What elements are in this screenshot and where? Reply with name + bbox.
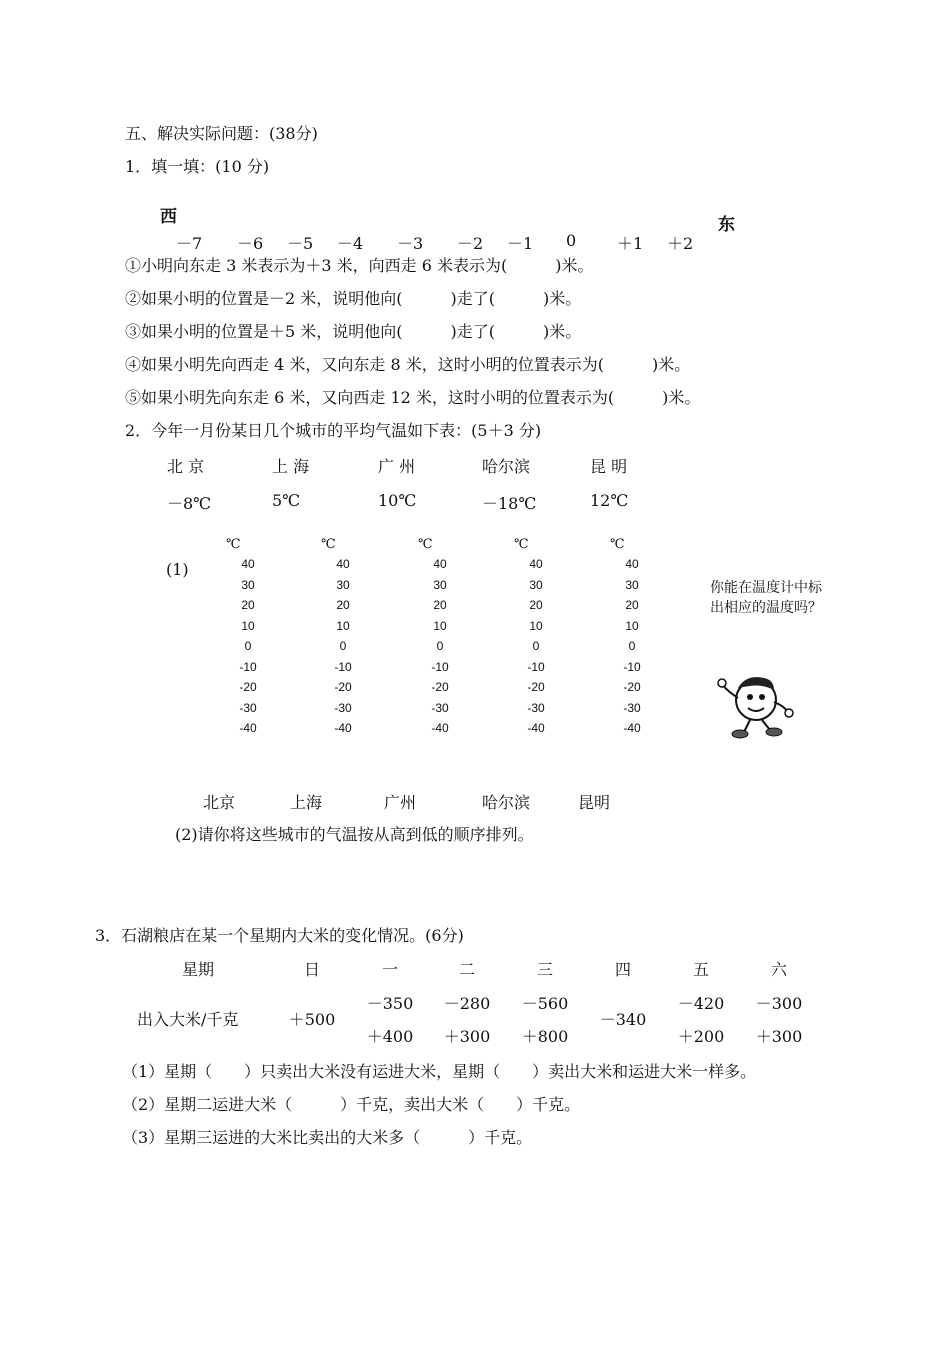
cartoon-character-illustration [714,670,804,742]
city-temp: 12℃ [590,491,629,510]
thermometer-scale-tick: 20 [625,598,639,612]
thermometer-scale-tick: -30 [239,701,257,715]
thermometer-scale-tick: 30 [433,578,447,592]
q3-title: 3．石湖粮店在某一个星期内大米的变化情况。(6分) [95,926,464,945]
numberline-tick: －1 [507,234,534,253]
city-name: 昆 明 [590,457,628,476]
numberline-tick: 0 [566,231,577,250]
thermometer-scale-tick: 20 [529,598,543,612]
thermometer-scale-tick: -40 [431,721,449,735]
thermometer-scale-tick: -40 [623,721,641,735]
day-header: 六 [770,960,787,979]
q1-item: ⑤如果小明先向东走 6 米，又向西走 12 米，这时小明的位置表示为( )米。 [125,388,701,407]
thermometer-scale-tick: -30 [334,701,352,715]
thermometer-scale-tick: 0 [628,639,636,653]
thermometer-scale-tick: 0 [436,639,444,653]
thermo-city-label: 哈尔滨 [482,793,531,812]
thermometer-scale-tick: -10 [623,660,641,674]
city-name: 北 京 [167,457,205,476]
thermometer-scale-tick: -20 [527,680,545,694]
thermometer-unit: ℃ [418,537,433,552]
thermometer-scale-tick: -20 [334,680,352,694]
table-header-label: 星期 [181,960,214,979]
thermometer-scale-tick: 0 [532,639,540,653]
table-cell: －340 [599,1010,647,1029]
thermometer-scale-tick: -20 [239,680,257,694]
day-header: 五 [692,960,709,979]
thermometer-scale-tick: 40 [241,557,255,571]
hint-line-2: 出相应的温度吗？ [710,600,822,616]
thermometer-scale-tick: 40 [529,557,543,571]
thermometer-scale-tick: -40 [239,721,257,735]
q3-item: （2）星期二运进大米（ ）千克，卖出大米（ ）千克。 [122,1095,581,1114]
thermometer-scale-tick: -10 [527,660,545,674]
thermometer-scale-tick: -10 [431,660,449,674]
thermometer-unit: ℃ [321,537,336,552]
q2-title: 2．今年一月份某日几个城市的平均气温如下表：(5＋3 分) [125,421,542,440]
day-header: 二 [458,960,475,979]
thermometer-scale-tick: 20 [433,598,447,612]
thermometer-scale-tick: -30 [527,701,545,715]
day-header: 一 [381,960,398,979]
thermometer-scale-tick: -20 [431,680,449,694]
city-temp: 5℃ [272,491,301,510]
thermometer-scale-tick: 10 [336,619,350,633]
thermometer-scale-tick: -20 [623,680,641,694]
table-cell: ＋400 [366,1027,414,1046]
city-name: 广 州 [378,457,416,476]
thermometer-scale-tick: -40 [334,721,352,735]
thermometer-scale-tick: 20 [241,598,255,612]
thermometer-unit: ℃ [514,537,529,552]
q2-part2: (2)请你将这些城市的气温按从高到低的顺序排列。 [175,825,534,844]
table-cell: ＋200 [677,1027,725,1046]
thermometer-scale-tick: 20 [336,598,350,612]
thermometer-scale-tick: -40 [527,721,545,735]
city-name: 上 海 [272,457,310,476]
table-cell: －350 [366,994,414,1013]
numberline-tick: ＋2 [667,234,694,253]
city-name: 哈尔滨 [482,457,531,476]
q1-item: ③如果小明的位置是＋5 米，说明他向( )走了( )米。 [125,322,582,341]
thermometer-unit: ℃ [226,537,241,552]
thermometer-scale-tick: -10 [239,660,257,674]
table-cell: －420 [677,994,725,1013]
city-temp: －18℃ [482,494,537,513]
city-temp: －8℃ [167,494,212,513]
thermometer-scale-tick: 40 [336,557,350,571]
hint-line-1: 你能在温度计中标 [710,580,822,596]
q1-item: ①小明向东走 3 米表示为＋3 米，向西走 6 米表示为( )米。 [125,256,594,275]
thermometer-scale-tick: 10 [433,619,447,633]
numberline-tick: －6 [237,234,264,253]
table-cell: －560 [521,994,569,1013]
part1-label: (1) [166,560,189,579]
q3-item: （3）星期三运进的大米比卖出的大米多（ ）千克。 [122,1128,533,1147]
q3-item: （1）星期（ ）只卖出大米没有运进大米，星期（ ）卖出大米和运进大米一样多。 [122,1062,757,1081]
thermometer-scale-tick: 10 [625,619,639,633]
row-label: 出入大米/千克 [137,1010,239,1029]
thermometer-scale-tick: -10 [334,660,352,674]
q1-item: ②如果小明的位置是－2 米，说明他向( )走了( )米。 [125,289,582,308]
thermometer-scale-tick: 30 [336,578,350,592]
thermo-city-label: 广州 [384,793,417,812]
day-header: 三 [536,960,553,979]
table-cell: －300 [755,994,803,1013]
numberline-tick: －4 [337,234,364,253]
section-title: 五、解决实际问题：(38分) [125,124,318,143]
table-cell: －280 [443,994,491,1013]
thermometer-scale-tick: 40 [433,557,447,571]
table-cell: ＋300 [443,1027,491,1046]
thermometer-scale-tick: 0 [244,639,252,653]
thermometer-unit: ℃ [610,537,625,552]
numberline-tick: －7 [176,234,203,253]
thermo-city-label: 北京 [203,793,236,812]
thermometer-scale-tick: -30 [431,701,449,715]
q1-title: 1．填一填：(10 分) [125,157,270,176]
thermo-city-label: 昆明 [578,793,611,812]
city-temp: 10℃ [378,491,417,510]
numberline-tick: －3 [397,234,424,253]
thermometer-scale-tick: 30 [625,578,639,592]
numberline-tick: －5 [287,234,314,253]
thermometer-scale-tick: 30 [529,578,543,592]
q1-item: ④如果小明先向西走 4 米，又向东走 8 米，这时小明的位置表示为( )米。 [125,355,691,374]
east-label: 东 [718,215,735,235]
table-cell: ＋300 [755,1027,803,1046]
table-cell: ＋500 [288,1010,336,1029]
thermometer-scale-tick: 30 [241,578,255,592]
thermometer-scale-tick: 40 [625,557,639,571]
day-header: 日 [303,960,320,979]
numberline-tick: －2 [457,234,484,253]
numberline-tick: ＋1 [617,234,644,253]
thermometer-scale-tick: 10 [529,619,543,633]
thermo-city-label: 上海 [290,793,323,812]
thermometer-scale-tick: 10 [241,619,255,633]
table-cell: ＋800 [521,1027,569,1046]
thermometer-scale-tick: -30 [623,701,641,715]
west-label: 西 [160,207,177,227]
day-header: 四 [614,960,631,979]
thermometer-scale-tick: 0 [339,639,347,653]
